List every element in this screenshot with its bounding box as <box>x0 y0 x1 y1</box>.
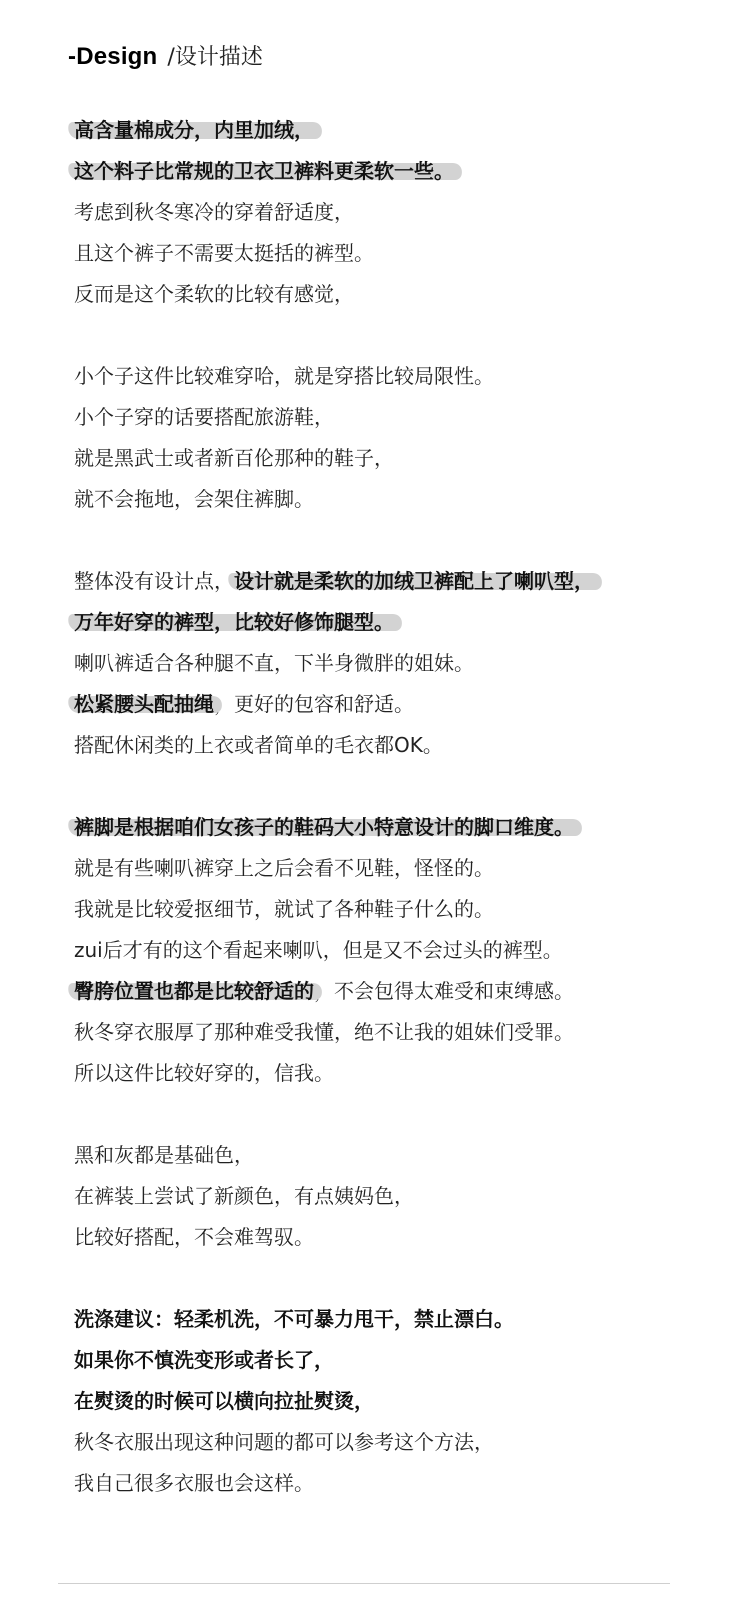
section-title: -Design <box>68 43 158 70</box>
text-line: 且这个裤子不需要太挺括的裤型。 <box>74 241 374 265</box>
text-line: 就是有些喇叭裤穿上之后会看不见鞋，怪怪的。 <box>74 856 494 880</box>
care-instruction-line: 在熨烫的时候可以横向拉扯熨烫， <box>74 1389 374 1413</box>
highlighted-text: 高含量棉成分，内里加绒， <box>74 118 314 142</box>
highlighted-text: 万年好穿的裤型，比较好修饰腿型。 <box>74 610 394 634</box>
text-line: 秋冬衣服出现这种问题的都可以参考这个方法， <box>74 1430 494 1454</box>
paragraph-spacer <box>74 1094 714 1135</box>
bottom-divider <box>58 1583 670 1584</box>
text-line: 小个子这件比较难穿哈，就是穿搭比较局限性。 <box>74 364 494 388</box>
text-line <box>74 684 714 725</box>
text-line: 我就是比较爱抠细节，就试了各种鞋子什么的。 <box>74 897 494 921</box>
highlighted-text: 这个料子比常规的卫衣卫裤料更柔软一些。 <box>74 159 454 183</box>
paragraph-spacer <box>74 766 714 807</box>
description-body <box>74 110 714 1504</box>
plain-text: 整体没有设计点， <box>74 569 234 593</box>
text-line: 比较好搭配，不会难驾驭。 <box>74 1225 314 1249</box>
text-line <box>74 561 714 602</box>
paragraph-spacer <box>74 1258 714 1299</box>
section-subtitle: /设计描述 <box>167 45 263 70</box>
section-header <box>68 40 263 76</box>
text-line: zui后才有的这个看起来喇叭，但是又不会过头的裤型。 <box>74 938 563 962</box>
text-line: 就不会拖地，会架住裤脚。 <box>74 487 314 511</box>
highlighted-text: 设计就是柔软的加绒卫裤配上了喇叭型， <box>234 569 594 593</box>
text-line: 喇叭裤适合各种腿不直，下半身微胖的姐妹。 <box>74 651 474 675</box>
plain-text: ，更好的包容和舒适。 <box>214 692 414 716</box>
highlighted-text: 臀胯位置也都是比较舒适的 <box>74 979 314 1003</box>
text-line <box>74 807 714 848</box>
text-line: 在裤装上尝试了新颜色，有点姨妈色， <box>74 1184 414 1208</box>
text-line: 搭配休闲类的上衣或者简单的毛衣都OK。 <box>74 733 443 757</box>
text-line: 黑和灰都是基础色， <box>74 1143 254 1167</box>
text-line: 所以这件比较好穿的，信我。 <box>74 1061 334 1085</box>
text-line <box>74 971 714 1012</box>
text-line <box>74 602 714 643</box>
care-instruction-line: 如果你不慎洗变形或者长了， <box>74 1348 334 1372</box>
care-instruction-line: 洗涤建议：轻柔机洗，不可暴力甩干，禁止漂白。 <box>74 1307 514 1331</box>
paragraph-spacer <box>74 520 714 561</box>
text-line <box>74 110 714 151</box>
text-line <box>74 151 714 192</box>
plain-text: ，不会包得太难受和束缚感。 <box>314 979 574 1003</box>
text-line: 秋冬穿衣服厚了那种难受我懂，绝不让我的姐妹们受罪。 <box>74 1020 574 1044</box>
highlighted-text: 松紧腰头配抽绳 <box>74 692 214 716</box>
text-line: 小个子穿的话要搭配旅游鞋， <box>74 405 334 429</box>
highlighted-text: 裤脚是根据咱们女孩子的鞋码大小特意设计的脚口维度。 <box>74 815 574 839</box>
text-line: 反而是这个柔软的比较有感觉， <box>74 282 354 306</box>
text-line: 考虑到秋冬寒冷的穿着舒适度， <box>74 200 354 224</box>
text-line: 就是黑武士或者新百伦那种的鞋子， <box>74 446 394 470</box>
paragraph-spacer <box>74 315 714 356</box>
text-line: 我自己很多衣服也会这样。 <box>74 1471 314 1495</box>
